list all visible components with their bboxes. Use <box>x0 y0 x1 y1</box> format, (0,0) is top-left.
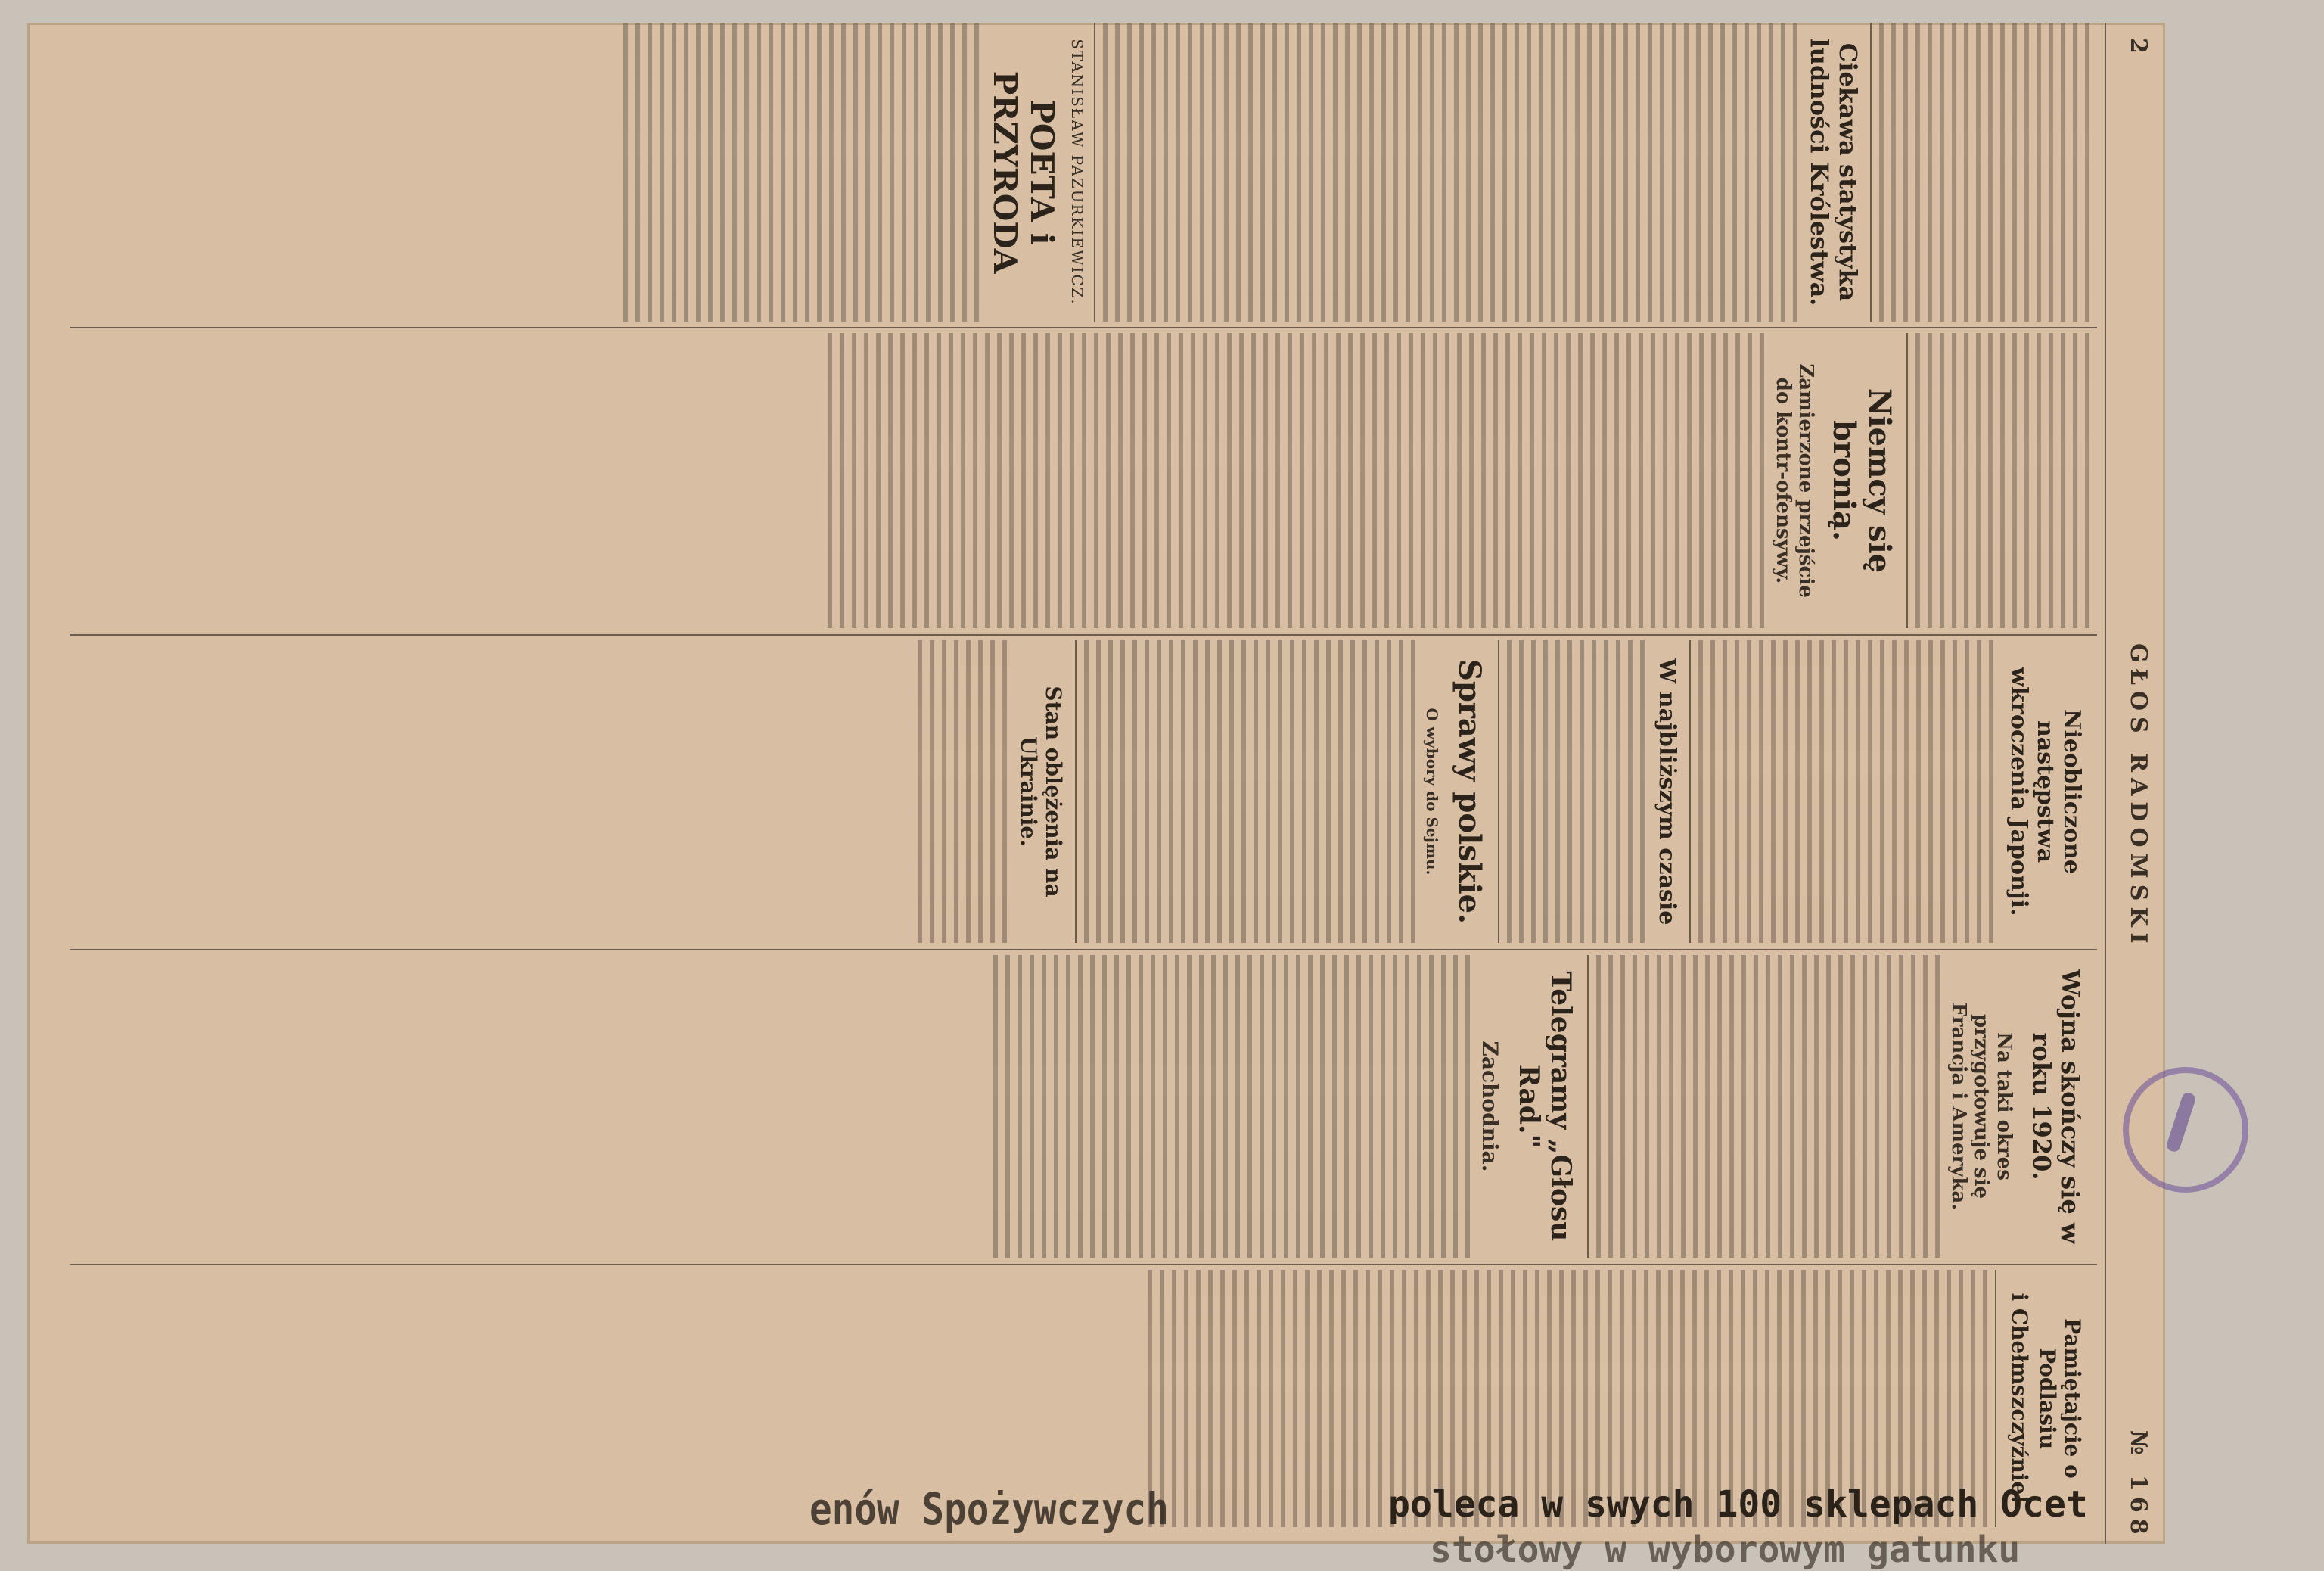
text-block <box>1698 640 1993 943</box>
headline-czasie: W najbliższym czasie <box>1654 658 1680 925</box>
column-rule <box>70 1264 2097 1265</box>
text-block <box>1507 640 1645 943</box>
text-block <box>1879 23 2089 322</box>
issue-number: № 168 <box>2125 1430 2152 1541</box>
subhead-sprawy: O wybory do Sejmu. <box>1423 708 1441 876</box>
divider <box>1906 333 1908 628</box>
text-block <box>1596 955 1940 1258</box>
ad-banner-right: poleca w swych 100 sklepach Ocet <box>1388 1483 2088 1526</box>
text-block <box>828 333 1764 628</box>
column-rule <box>70 949 2097 950</box>
divider <box>1689 640 1691 943</box>
masthead: GŁOS RADOMSKI <box>2125 643 2152 950</box>
divider <box>1587 955 1589 1258</box>
text-block <box>993 955 1470 1258</box>
column-1 <box>70 23 2097 322</box>
headline-telegramy: Telegramy „Głosu Rad." <box>1513 971 1577 1242</box>
column-3 <box>70 640 2097 943</box>
text-block <box>1915 333 2089 628</box>
column-2 <box>70 333 2097 628</box>
pamietajcie-line-2: i Chełmszczyźnie! <box>2007 1293 2032 1504</box>
column-rule <box>70 634 2097 636</box>
ad-banner-right-cut: stołowy w wyborowym gatunku <box>1430 1529 2021 1571</box>
page-number: 2 <box>2125 38 2152 60</box>
subhead-wojna: Na taki okres przygotowuje się Francja i Ameryka. <box>1947 1002 2015 1211</box>
pamietajcie-line-1: Pamiętajcie o Podlasiu <box>2035 1318 2085 1479</box>
divider <box>1094 23 1095 322</box>
headline-wojna: Wojna skończy się w roku 1920. <box>2027 969 2085 1244</box>
text-block <box>1103 23 1797 322</box>
rotated-page-content <box>27 23 2165 1544</box>
divider <box>1075 640 1077 943</box>
headline-niemcy: Niemcy się bronią. <box>1826 387 1897 574</box>
author-name: STANISŁAW PAZURKIEWICZ. <box>1068 39 1086 306</box>
ink-stamp <box>2123 1067 2248 1193</box>
text-block <box>623 23 979 322</box>
headline-nieoblizone: Nieobliczone następstwa wkroczenia Japonji. <box>2006 667 2085 916</box>
page-header <box>2105 23 2165 1544</box>
text-block <box>1084 640 1415 943</box>
divider <box>1498 640 1499 943</box>
subhead-niemcy: Zamierzone przejście do kontr-ofensywy. <box>1772 363 1817 598</box>
column-rule <box>70 327 2097 328</box>
subhead-telegramy: Zachodnia. <box>1477 1041 1502 1172</box>
text-block <box>918 640 1007 943</box>
ad-banner-left: enów Spożywczych <box>809 1483 1169 1535</box>
newspaper-page <box>27 23 2165 1544</box>
headline-ciekawa: Ciekawa statystyka ludności Królestwa. <box>1805 38 1863 306</box>
column-4 <box>70 955 2097 1258</box>
divider <box>1870 23 1872 322</box>
header-rule <box>2105 23 2106 1544</box>
headline-sprawy: Sprawy polskie. <box>1452 658 1487 925</box>
headline-stan: Stan oblężenia na Ukrainie. <box>1016 686 1066 897</box>
headline-poeta: POETA i PRZYRODA <box>986 70 1061 274</box>
